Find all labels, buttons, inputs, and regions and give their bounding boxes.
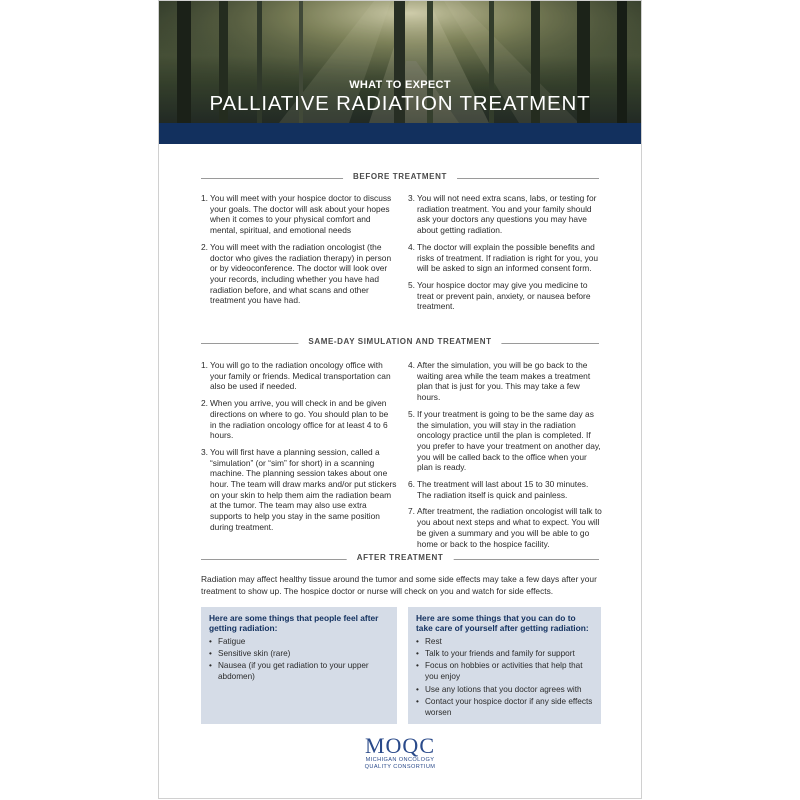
section-title: AFTER TREATMENT [347, 553, 454, 562]
simulation-heading [201, 337, 599, 349]
list-item [416, 649, 593, 660]
list-item [209, 649, 389, 660]
logo-mark: MOQC [364, 733, 435, 758]
list-item [408, 242, 603, 274]
bullet-icon: • [416, 636, 419, 646]
item-text: You will meet with your hospice doctor to discuss your goals. The doctor will ask about your hopes when it comes to your physical comfort and mental, spiritual, and emotional needs [210, 193, 392, 236]
item-number: 5. [408, 279, 415, 290]
section-title: SAME-DAY SIMULATION AND TREATMENT [298, 337, 501, 346]
logo-line-2: QUALITY CONSORTIUM [364, 764, 436, 770]
list-item [209, 637, 389, 648]
item-number: 3. [201, 446, 208, 457]
simulation-left-column [201, 360, 397, 539]
list-item [408, 193, 603, 236]
item-text: Contact your hospice doctor if any side effects worsen [425, 696, 593, 717]
list-item [201, 360, 397, 392]
list-item [201, 193, 397, 236]
forest-header-image [159, 1, 641, 123]
bullet-icon: • [416, 649, 419, 659]
header-kicker: WHAT TO EXPECT [349, 79, 451, 91]
item-text: You will first have a planning session, called a “simulation” (or “sim” for short) in a scanning machine. The planning session takes about one hour. The team will draw marks and/or put stickers on your skin to help them aim the radiation beam at the tumor. The team may also use extra supports to help you stay in the same position during treatment. [210, 446, 397, 532]
bullet-icon: • [209, 649, 212, 659]
item-text: Sensitive skin (rare) [218, 649, 291, 659]
item-number: 6. [408, 479, 415, 490]
item-number: 3. [408, 193, 415, 203]
item-text: You will not need extra scans, labs, or testing for radiation treatment. You and your family should ask your doctors any questions you may have about getting radiation. [417, 193, 597, 236]
item-number: 7. [408, 506, 415, 517]
handout-page [158, 0, 642, 799]
list-item [408, 360, 603, 403]
after-treatment-heading [201, 553, 599, 565]
item-text: Your hospice doctor may give you medicine to treat or prevent pain, anxiety, or nausea before treatment. [417, 279, 591, 312]
item-text: Fatigue [218, 636, 246, 646]
page-title: PALLIATIVE RADIATION TREATMENT [209, 92, 591, 115]
list-item [209, 661, 389, 683]
section-title: BEFORE TREATMENT [343, 172, 457, 181]
list-item [408, 280, 603, 312]
list-item [416, 637, 593, 648]
logo-line-1: MICHIGAN ONCOLOGY [365, 757, 435, 763]
list-item [408, 506, 603, 549]
item-text: After the simulation, you will be go back to the waiting area while the team makes a treatment plan that is just for you. This may take a few hours. [417, 360, 591, 403]
side-effects-box [201, 607, 397, 724]
item-text: When you arrive, you will check in and be given directions on where to go. You should plan to be in the radiation oncology office for at least 4 to 6 hours. [210, 398, 389, 441]
list-item [408, 409, 603, 473]
list-item [201, 242, 397, 306]
before-treatment-heading [201, 172, 599, 184]
self-care-box [408, 607, 601, 724]
item-number: 2. [201, 398, 208, 409]
bullet-icon: • [416, 661, 419, 671]
item-number: 4. [408, 360, 415, 370]
item-text: Focus on hobbies or activities that help that you enjoy [425, 661, 583, 682]
list-item [201, 398, 397, 441]
item-text: Nausea (if you get radiation to your upper abdomen) [218, 661, 369, 682]
bullet-icon: • [416, 684, 419, 694]
list-item [416, 685, 593, 696]
item-text: You will go to the radiation oncology office with your family or friends. Medical transportation can also be used if needed. [210, 360, 391, 392]
item-text: The doctor will explain the possible benefits and risks of treatment. If radiation is right for you, you will be asked to sign an informed consent form. [417, 241, 599, 274]
after-treatment-intro: Radiation may affect healthy tissue around the tumor and some side effects may take a few days after your treatment to show up. The hospice doctor or nurse will check on you and watch for side effects. [201, 574, 597, 596]
before-left-column [201, 193, 397, 312]
bullet-icon: • [416, 696, 419, 706]
item-text: Talk to your friends and family for support [425, 649, 575, 659]
simulation-right-column [408, 360, 603, 555]
before-right-column [408, 193, 603, 318]
bullet-icon: • [209, 636, 212, 646]
item-text: After treatment, the radiation oncologist will talk to you about next steps and what to expect. You will be given a summary and you will be able to go home or back to the hospice facility. [417, 506, 602, 549]
box-title: Here are some things that you can do to take care of yourself after getting radiation: [416, 613, 589, 634]
item-number: 1. [201, 193, 208, 203]
item-number: 5. [408, 408, 415, 419]
list-item [416, 661, 593, 683]
item-text: You will meet with the radiation oncologist (the doctor who gives the radiation therapy) in person or by videoconference. The doctor will look over your records, including whether you have had radiation before, and what scans and other treatment you have had. [210, 241, 392, 306]
header-band [159, 123, 641, 144]
item-number: 2. [201, 241, 208, 252]
moqc-logo [349, 735, 451, 771]
item-text: Rest [425, 636, 442, 646]
box-title: Here are some things that people feel after getting radiation: [209, 613, 379, 634]
item-text: If your treatment is going to be the same day as the simulation, you will stay in the radiation oncology practice until the plan is completed. If you prefer to have your treatment on another day, you will be called back to the office when your plan is ready. [417, 408, 601, 473]
list-item [416, 697, 593, 719]
list-item [201, 447, 397, 533]
bullet-icon: • [209, 661, 212, 671]
list-item [408, 479, 603, 500]
item-number: 4. [408, 241, 415, 252]
item-text: The treatment will last about 15 to 30 minutes. The radiation itself is quick and painless. [417, 479, 589, 500]
item-number: 1. [201, 360, 208, 370]
item-text: Use any lotions that you doctor agrees with [425, 684, 582, 694]
